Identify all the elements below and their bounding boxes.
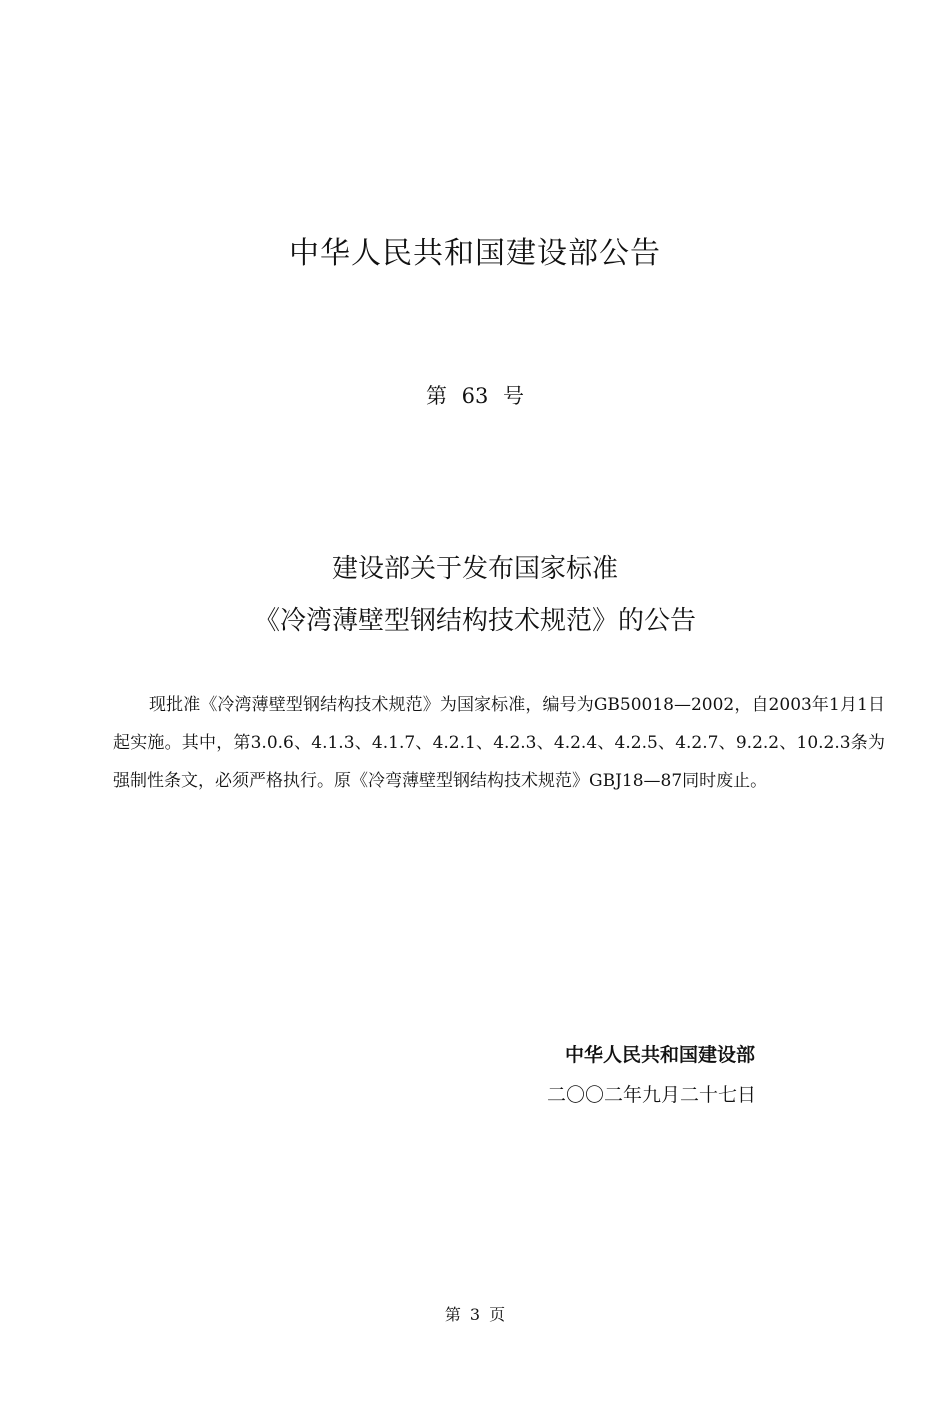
announcement-subtitle-line1: 建设部关于发布国家标准 [331,554,618,584]
page-number: 第 3 页 [444,1305,506,1324]
announcement-subtitle-line2: 《冷湾薄壁型钢结构技术规范》的公告 [253,606,696,636]
announcement-body: 现批准《冷湾薄壁型钢结构技术规范》为国家标准，编号为GB50018—2002，自2003年1月1日起实施。其中，第3.0.6、4.1.3、4.1.7、4.2.1、4.2.3、4.2.4、4.2.5、4.2.7、9.2.2、10.2.3条为强制性条文，必须严格执行。原《冷弯薄壁型钢结构技术规范》GBJ18—87同时废止。 [113,695,885,791]
announcement-number: 第 63 号 [425,384,525,408]
announcement-title: 中华人民共和国建设部公告 [289,236,661,271]
issuing-authority: 中华人民共和国建设部 [565,1044,756,1066]
issue-date: 二〇〇二年九月二十七日 [547,1084,757,1106]
